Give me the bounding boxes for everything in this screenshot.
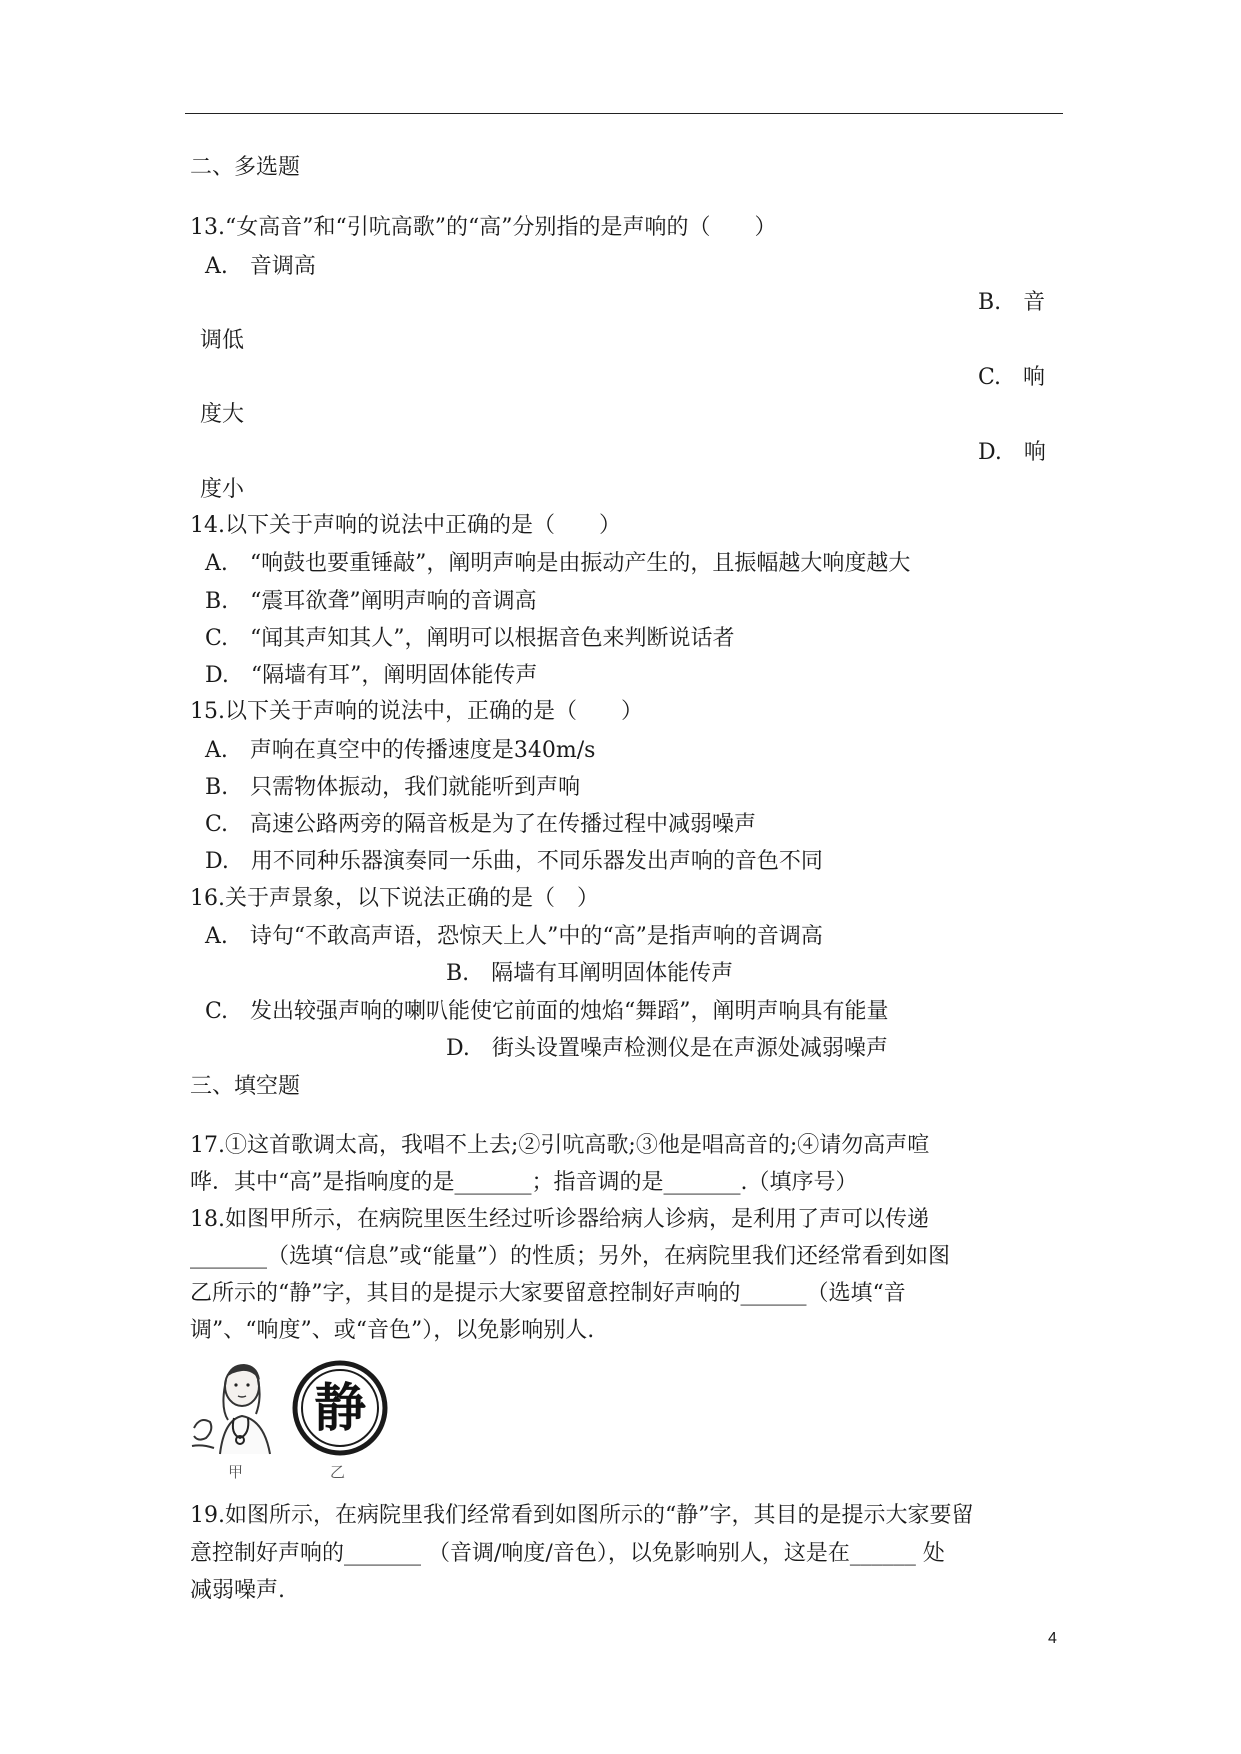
figure-label-yi: 乙: [330, 1463, 346, 1481]
doctor-stethoscope-image: [190, 1358, 282, 1458]
figure-label-jia: 甲: [228, 1463, 244, 1481]
page-number: 4: [1048, 1630, 1057, 1647]
q13-stem: 13.“女高音”和“引吭高歌”的“高”分别指的是声响的（ ）: [190, 215, 777, 240]
section-heading-fill: 三、填空题: [190, 1074, 301, 1099]
q16-option-b: B. 隔墙有耳阐明固体能传声: [446, 961, 734, 986]
section-heading-multi: 二、多选题: [190, 155, 301, 180]
quiet-sign-character: 静: [313, 1379, 367, 1439]
q14-option-b: B. “震耳欲聋”阐明声响的音调高: [205, 589, 537, 614]
q18-line-3: 乙所示的“静”字，其目的是提示大家要留意控制好声响的______（选填“音: [190, 1281, 906, 1306]
q18-line-2: _______（选填“信息”或“能量”）的性质；另外，在病院里我们还经常看到如图: [190, 1244, 950, 1269]
q13-option-c: C. 响: [978, 365, 1046, 390]
q17-line-2: 哗．其中“高”是指响度的是_______；指音调的是_______.（填序号）: [190, 1170, 858, 1195]
q15-option-d: D. 用不同种乐器演奏同一乐曲，不同乐器发出声响的音色不同: [205, 849, 823, 874]
q16-option-c: C. 发出较强声响的喇叭能使它前面的烛焰“舞蹈”，阐明声响具有能量: [205, 999, 889, 1024]
q16-option-a: A. 诗句“不敢高声语，恐惊天上人”中的“高”是指声响的音调高: [205, 924, 823, 949]
q13-option-b: B. 音: [978, 290, 1046, 315]
q14-option-c: C. “闻其声知其人”，阐明可以根据音色来判断说话者: [205, 626, 735, 651]
q15-option-c: C. 高速公路两旁的隔音板是为了在传播过程中减弱噪声: [205, 812, 757, 837]
header-rule: [185, 113, 1063, 114]
quiet-sign-image: [292, 1360, 388, 1456]
q14-option-a: A. “响鼓也要重锤敲”，阐明声响是由振动产生的，且振幅越大响度越大: [205, 551, 911, 576]
q15-option-b: B. 只需物体振动，我们就能听到声响: [205, 775, 581, 800]
q13-option-d: D. 响: [978, 440, 1046, 465]
q15-stem: 15.以下关于声响的说法中，正确的是（ ）: [190, 699, 643, 724]
q17-line-1: 17.①这首歌调太高，我唱不上去;②引吭高歌;③他是唱高音的;④请勿高声喧: [190, 1133, 930, 1158]
q13-option-b-cont: 调低: [200, 328, 245, 353]
q18-line-4: 调”、“响度”、或“音色”），以免影响别人.: [190, 1318, 595, 1343]
q19-line-1: 19.如图所示，在病院里我们经常看到如图所示的“静”字，其目的是提示大家要留: [190, 1503, 974, 1528]
q16-option-d: D. 街头设置噪声检测仪是在声源处减弱噪声: [446, 1036, 888, 1061]
q16-stem: 16.关于声景象，以下说法正确的是（ ）: [190, 886, 599, 911]
q13-option-d-cont: 度小: [200, 477, 245, 502]
q18-line-1: 18.如图甲所示，在病院里医生经过听诊器给病人诊病，是利用了声可以传递: [190, 1207, 929, 1232]
q13-option-a: A. 音调高: [205, 254, 316, 279]
q19-line-3: 减弱噪声.: [190, 1578, 285, 1603]
q14-option-d: D. “隔墙有耳”，阐明固体能传声: [205, 663, 538, 688]
q13-option-c-cont: 度大: [200, 402, 245, 427]
q15-option-a: A. 声响在真空中的传播速度是340m/s: [205, 738, 596, 763]
q19-line-2: 意控制好声响的_______ （音调/响度/音色），以免影响别人，这是在______ 处: [190, 1541, 945, 1566]
q14-stem: 14.以下关于声响的说法中正确的是（ ）: [190, 513, 621, 538]
